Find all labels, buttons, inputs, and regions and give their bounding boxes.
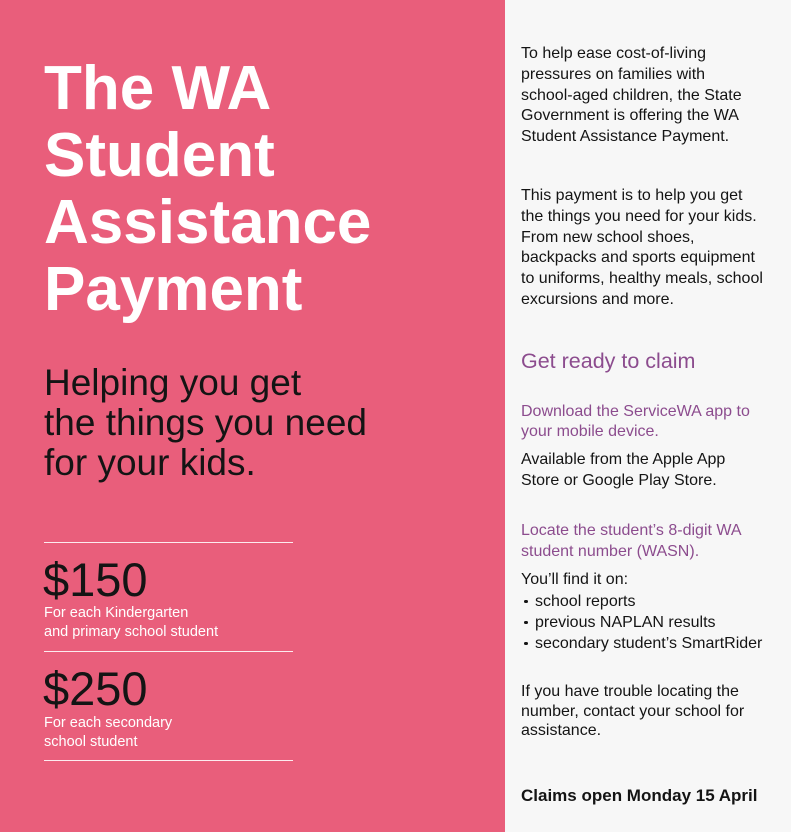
text-line: From new school shoes, (521, 228, 695, 246)
amount-primary-description (44, 604, 218, 641)
text-line: your mobile device. (521, 423, 659, 441)
tagline-line: for your kids. (44, 442, 256, 483)
title-line: The WA (44, 54, 272, 123)
text-line: Student Assistance Payment. (521, 128, 730, 146)
step-download-app (521, 402, 750, 444)
text-line: student number (WASN). (521, 542, 700, 560)
text-line: If you have trouble locating the (521, 683, 739, 701)
list-item-label: school reports (535, 592, 636, 610)
description-line: For each Kindergarten (44, 605, 189, 621)
text-line: backpacks and sports equipment (521, 249, 755, 267)
bullet-icon (524, 600, 528, 604)
text-line: to uniforms, healthy meals, school (521, 270, 763, 288)
claims-open-date: Claims open Monday 15 April (521, 786, 758, 805)
bullet-icon (524, 642, 528, 646)
list-item (521, 633, 762, 654)
amount-secondary: $250 (43, 662, 148, 715)
list-item-label: secondary student’s SmartRider (535, 634, 763, 652)
section-heading: Get ready to claim (521, 349, 696, 373)
title-line: Payment (44, 255, 303, 324)
text-line: Locate the student’s 8-digit WA (521, 521, 742, 539)
description-line: and primary school student (44, 623, 219, 640)
divider (44, 542, 293, 543)
divider (44, 760, 293, 761)
text-line: Available from the Apple App (521, 451, 726, 468)
bullet-icon (524, 621, 528, 625)
tagline (44, 363, 367, 483)
right-panel (505, 0, 791, 832)
tagline-line: the things you need (44, 402, 367, 443)
title-line: Student (44, 121, 275, 190)
step-download-app-details (521, 450, 725, 491)
list-item (521, 612, 762, 633)
divider (44, 651, 293, 652)
text-line: Government is offering the WA (521, 107, 739, 125)
text-line: To help ease cost-of-living (521, 45, 706, 62)
description-line: school student (44, 733, 138, 750)
help-note (521, 682, 744, 741)
text-line: the things you need for your kids. (521, 207, 757, 225)
wasn-source-list (521, 591, 762, 654)
text-line: assistance. (521, 722, 602, 740)
text-line: number, contact your school for (521, 702, 745, 720)
title-line: Assistance (44, 188, 372, 257)
step-locate-wasn (521, 520, 742, 562)
tagline-line: Helping you get (44, 362, 302, 403)
intro-paragraph (521, 44, 742, 148)
wasn-lead: You’ll find it on: (521, 570, 629, 588)
text-line: pressures on families with (521, 65, 706, 83)
text-line: Download the ServiceWA app to (521, 402, 750, 420)
list-item-label: previous NAPLAN results (535, 613, 716, 631)
text-line: excursions and more. (521, 290, 674, 308)
amount-primary: $150 (43, 553, 148, 606)
text-line: Store or Google Play Store. (521, 471, 717, 489)
text-line: school-aged children, the State (521, 86, 742, 104)
purpose-paragraph (521, 186, 763, 311)
text-line: This payment is to help you get (521, 187, 743, 204)
description-line: For each secondary (44, 715, 173, 731)
page-title (44, 55, 371, 323)
list-item (521, 591, 762, 612)
amount-secondary-description (44, 714, 172, 751)
